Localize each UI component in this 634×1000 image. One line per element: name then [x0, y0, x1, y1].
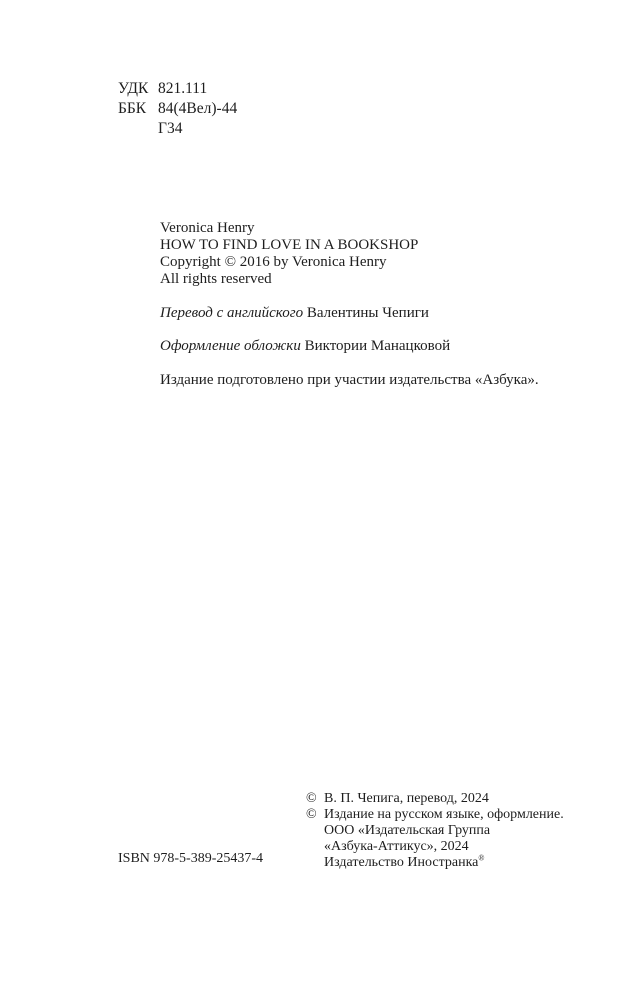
edition-note: Издание подготовлено при участии издательства «Азбука».	[160, 372, 539, 388]
original-author: Veronica Henry	[160, 220, 255, 236]
copyright-line-2: Издание на русском языке, оформление.	[324, 807, 564, 822]
copyright-line-5: Издательство Иностранка	[324, 855, 479, 870]
copyright-notices	[306, 791, 616, 881]
translation-name: Валентины Чепиги	[306, 305, 429, 321]
cover-label: Оформление обложки	[160, 338, 301, 354]
cover-credit	[160, 337, 450, 355]
copyright-line-1: В. П. Чепига, перевод, 2024	[324, 791, 489, 806]
cover-name: Виктории Манацковой	[304, 338, 451, 354]
translation-label: Перевод с английского	[160, 305, 304, 321]
copyright-symbol: ©	[306, 807, 317, 822]
udk-value: 821.111	[158, 80, 208, 97]
copyright-edition	[306, 807, 606, 823]
author-mark: Г34	[158, 120, 183, 137]
copyright-publisher-name	[306, 839, 606, 855]
udk-line	[118, 80, 207, 98]
registered-trademark: ®	[478, 853, 485, 863]
copyright-translation	[306, 791, 606, 807]
copyright-line-3: ООО «Издательская Группа	[324, 823, 491, 838]
isbn: ISBN 978-5-389-25437-4	[118, 851, 264, 866]
original-title: HOW TO FIND LOVE IN A BOOKSHOP	[160, 237, 419, 253]
original-rights: All rights reserved	[160, 271, 272, 287]
bbk-line	[118, 100, 237, 118]
copyright-symbol: ©	[306, 791, 317, 806]
copyright-imprint	[306, 855, 606, 871]
copyright-line-4: «Азбука-Аттикус», 2024	[324, 839, 469, 854]
original-copyright: Copyright © 2016 by Veronica Henry	[160, 254, 387, 270]
bbk-value: 84(4Вел)-44	[158, 100, 238, 117]
udk-label: УДК	[118, 80, 149, 97]
bbk-label: ББК	[118, 100, 147, 117]
copyright-publisher	[306, 823, 606, 839]
translation-credit	[160, 304, 429, 322]
